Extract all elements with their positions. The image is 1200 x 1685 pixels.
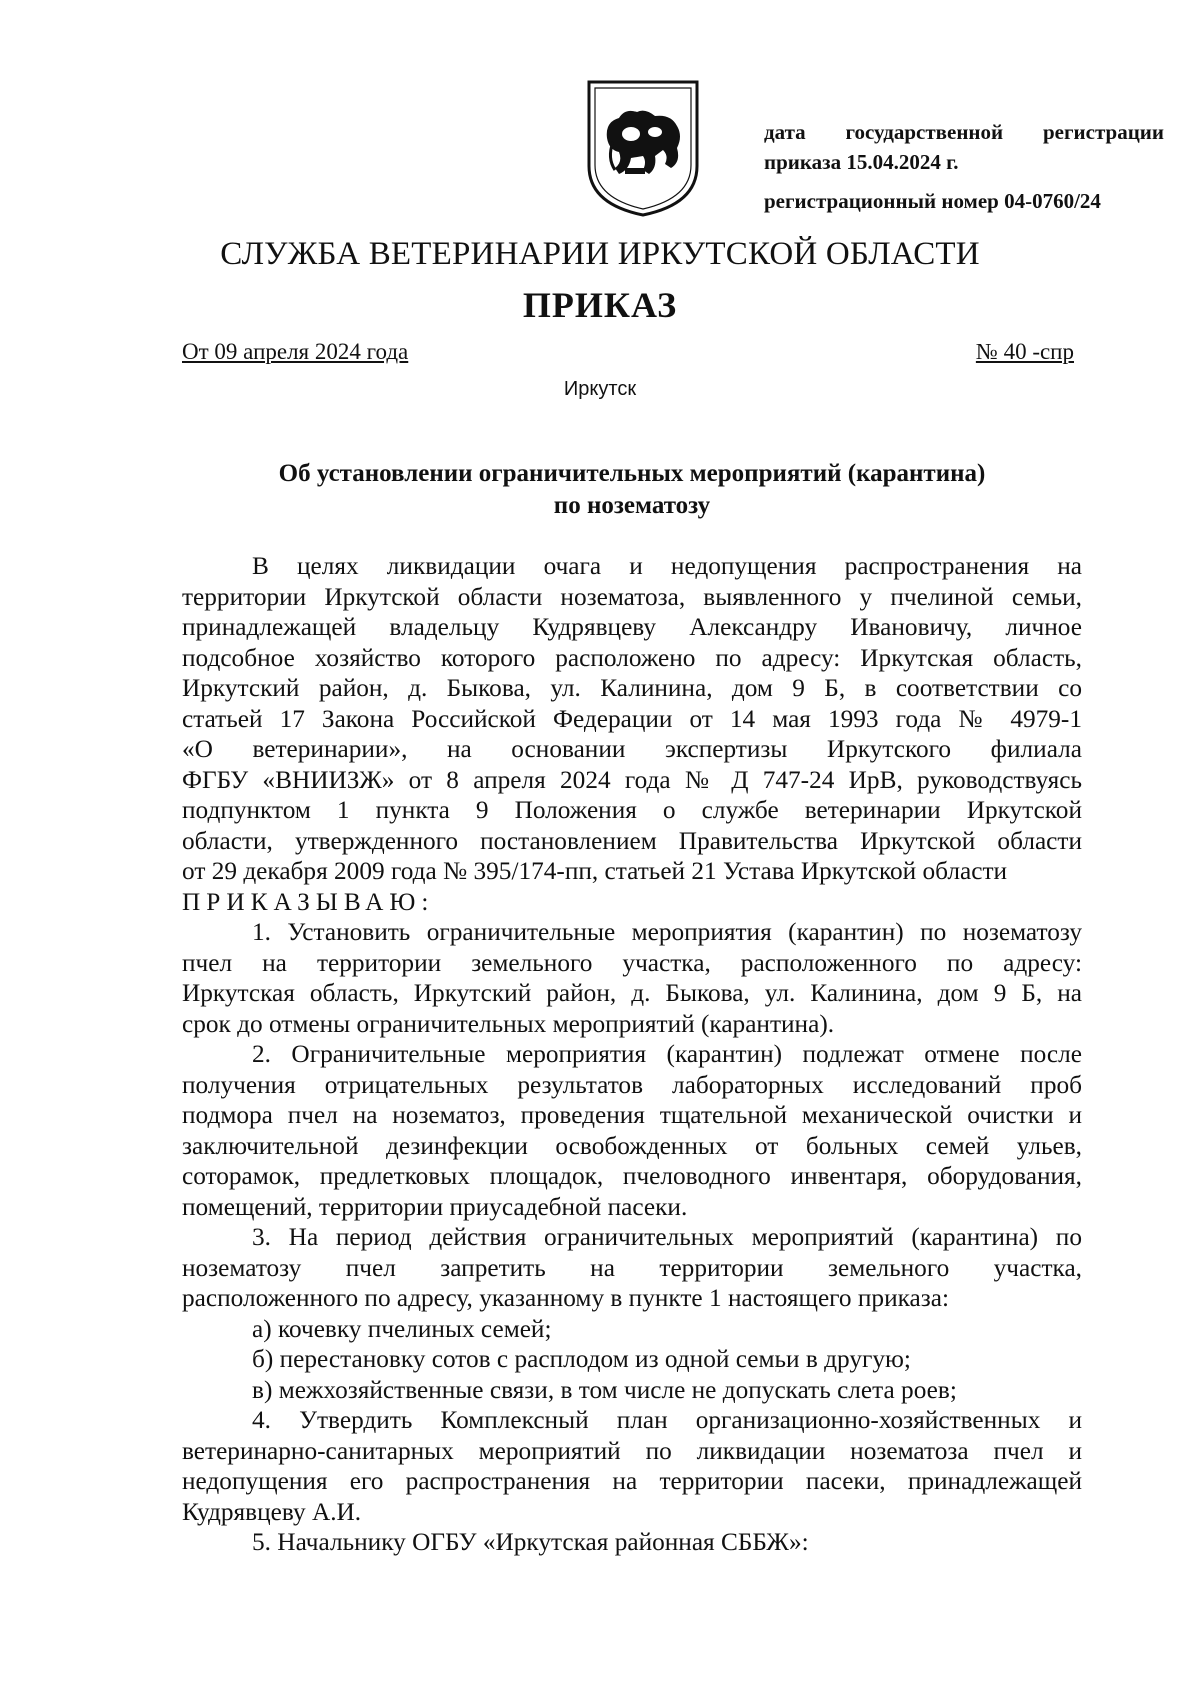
issue-city: Иркутск bbox=[563, 378, 637, 400]
registration-line-2: приказа 15.04.2024 г. bbox=[764, 150, 959, 174]
order-subject bbox=[182, 458, 1082, 522]
document-type: ПРИКАЗ bbox=[522, 285, 678, 325]
body-line: подпунктом 1 пункта 9 Положения о службе ветеринарии Иркутской bbox=[182, 796, 1082, 824]
body-line: подсобное хозяйство которого расположено по адресу: Иркутская область, bbox=[182, 643, 1082, 672]
body-line: «О ветеринарии», на основании экспертизы Иркутского филиала bbox=[182, 735, 1082, 763]
irkutsk-coat-of-arms-icon bbox=[585, 78, 701, 218]
body-line: ФГБУ «ВНИИЗЖ» от 8 апреля 2024 года № Д 747-24 ИрВ, руководствуясь bbox=[182, 765, 1082, 794]
body-line: от 29 декабря 2009 года № 395/174-пп, статьей 21 Устава Иркутской области bbox=[182, 857, 1008, 885]
registration-line-1: дата государственной регистрации bbox=[764, 120, 1164, 144]
item-3-sub: б) перестановку сотов с расплодом из одной семьи в другую; bbox=[252, 1345, 911, 1373]
body-line: статьей 17 Закона Российской Федерации от 14 мая 1993 года № 4979-1 bbox=[182, 704, 1082, 733]
item-4-line: 4. Утвердить Комплексный план организационно-хозяйственных и bbox=[252, 1406, 1082, 1434]
item-2-line: получения отрицательных результатов лабораторных исследований проб bbox=[182, 1070, 1082, 1099]
order-command: ПРИКАЗЫВАЮ: bbox=[182, 887, 435, 916]
item-4-line: Кудрявцеву А.И. bbox=[182, 1497, 362, 1526]
body-line: принадлежащей владельцу Кудрявцеву Александру Ивановичу, личное bbox=[182, 613, 1082, 641]
body-line: территории Иркутской области нозематоза, выявленного у пчелиной семьи, bbox=[182, 582, 1082, 611]
body-line: В целях ликвидации очага и недопущения распространения на bbox=[252, 552, 1082, 580]
item-2-line: соторамок, предлетковых площадок, пчеловодного инвентаря, оборудования, bbox=[182, 1162, 1082, 1190]
registration-number: регистрационный номер 04-0760/24 bbox=[764, 189, 1101, 213]
item-1-line: Иркутская область, Иркутский район, д. Быкова, ул. Калинина, дом 9 Б, на bbox=[182, 979, 1082, 1007]
order-number: № 40 -спр bbox=[975, 339, 1074, 364]
item-4-line: ветеринарно-санитарных мероприятий по ликвидации нозематоза пчел и bbox=[182, 1436, 1082, 1465]
registration-stamp bbox=[764, 117, 1164, 216]
subject-line: по нозематозу bbox=[553, 492, 711, 519]
item-2-line: подмора пчел на нозематоз, проведения тщательной механической очистки и bbox=[182, 1101, 1082, 1129]
item-4-line: недопущения его распространения на территории пасеки, принадлежащей bbox=[182, 1467, 1082, 1495]
item-2-line: помещений, территории приусадебной пасеки. bbox=[182, 1192, 688, 1221]
item-1-line: срок до отмены ограничительных мероприятий (карантина). bbox=[182, 1009, 835, 1038]
order-date: От 09 апреля 2024 года bbox=[182, 339, 409, 364]
item-3-line: нозематозу пчел запретить на территории земельного участка, bbox=[182, 1253, 1082, 1282]
item-3-sub: в) межхозяйственные связи, в том числе не допускать слета роев; bbox=[252, 1375, 957, 1404]
item-5-line: 5. Начальнику ОГБУ «Иркутская районная СББЖ»: bbox=[252, 1528, 809, 1556]
agency-name: СЛУЖБА ВЕТЕРИНАРИИ ИРКУТСКОЙ ОБЛАСТИ bbox=[220, 236, 980, 272]
body-line: Иркутский район, д. Быкова, ул. Калинина, дом 9 Б, в соответствии со bbox=[182, 674, 1082, 702]
item-3-line: 3. На период действия ограничительных мероприятий (карантина) по bbox=[252, 1223, 1082, 1251]
item-1-line: 1. Установить ограничительные мероприятия (карантин) по нозематозу bbox=[252, 918, 1082, 946]
item-1-line: пчел на территории земельного участка, расположенного по адресу: bbox=[182, 948, 1082, 977]
order-body bbox=[182, 551, 1082, 1558]
subject-line: Об установлении ограничительных мероприятий (карантина) bbox=[278, 460, 986, 487]
item-3-sub: а) кочевку пчелиных семей; bbox=[252, 1314, 552, 1343]
body-line: области, утвержденного постановлением Правительства Иркутской области bbox=[182, 826, 1082, 855]
item-2-line: заключительной дезинфекции освобожденных от больных семей ульев, bbox=[182, 1131, 1082, 1160]
item-2-line: 2. Ограничительные мероприятия (карантин) подлежат отмене после bbox=[252, 1040, 1082, 1068]
item-3-line: расположенного по адресу, указанному в пункте 1 настоящего приказа: bbox=[182, 1284, 949, 1312]
